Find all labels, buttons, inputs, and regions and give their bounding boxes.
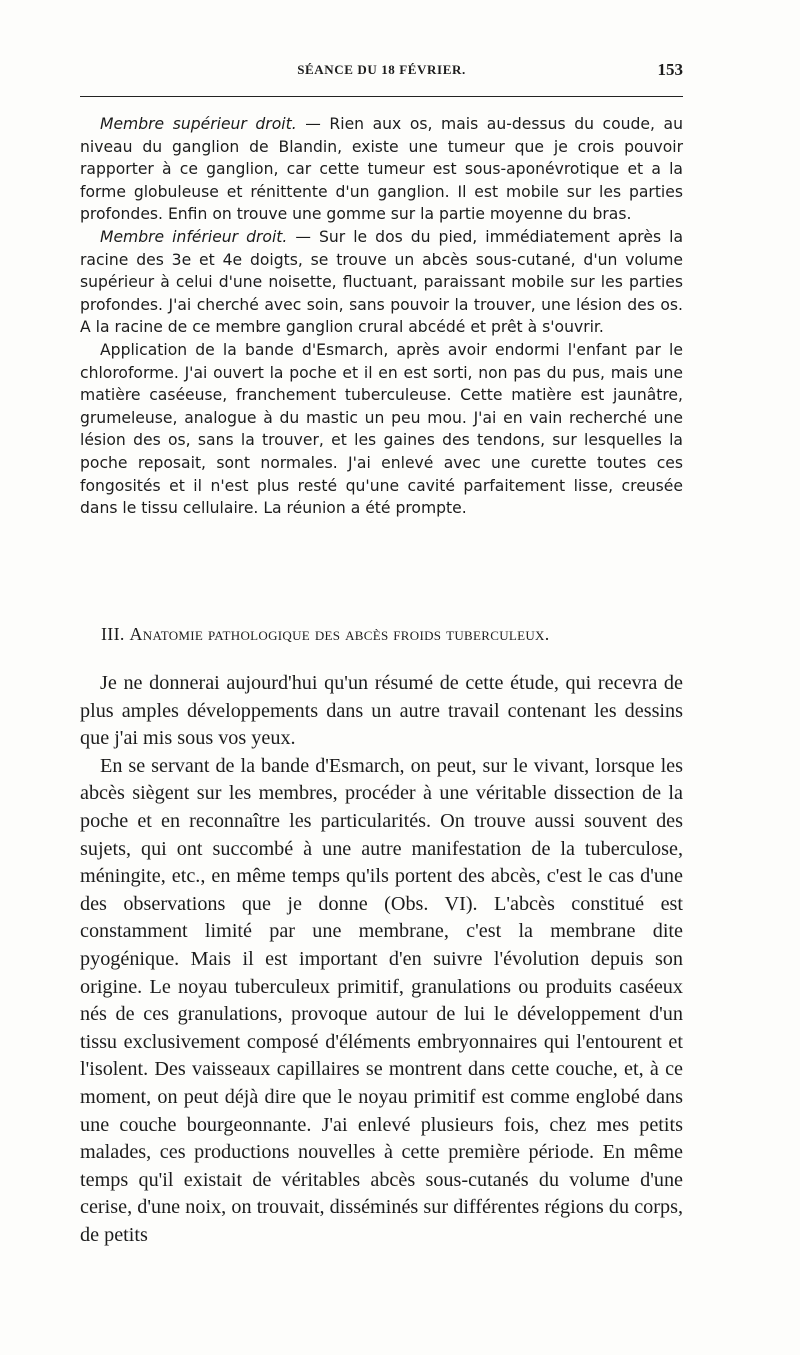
section-numeral: III. — [101, 624, 125, 644]
observation-text — [80, 113, 683, 520]
observation-paragraph — [80, 339, 683, 520]
section-heading — [101, 624, 683, 645]
running-head: SÉANCE DU 18 FÉVRIER. — [297, 62, 466, 77]
observation-paragraph — [80, 113, 683, 226]
observation-paragraph — [80, 226, 683, 339]
page-number: 153 — [657, 60, 683, 79]
observation-body: — Sur le dos du pied, immédiatement après la racine des 3e et 4e doigts, se trouve un abcès sous-cutané, d'un volume supérieur à celui d'une noisette, fluctuant, paraissant mobile sur les parties profondes. J'ai cherché avec soin, sans pouvoir la trouver, une lésion des os. A la racine de ce membre ganglion crural abcédé et prêt à s'ouvrir. — [80, 227, 683, 337]
observation-body: Application de la bande d'Esmarch, après avoir endormi l'enfant par le chloroforme. J'ai ouvert la poche et il en est sorti, non pas du pus, mais une matière caséeuse, franchement tuberculeuse. Cette matière est jaunâtre, grumeleuse, analogue à du mastic un peu mou. J'ai en vain recherché une lésion des os, sans la trouver, et les gaines des tendons, sur lesquelles la poche reposait, sont normales. J'ai enlevé avec une curette toutes ces fongosités et il n'est plus resté qu'une cavité parfaitement lisse, creusée dans le tissu cellulaire. La réunion a été prompte. — [80, 340, 683, 518]
body-paragraph: Je ne donnerai aujourd'hui qu'un résumé de cette étude, qui recevra de plus amples développements dans un autre travail contenant les dessins que j'ai mis sous vos yeux. — [80, 672, 683, 750]
observation-title: Membre inférieur droit. — [100, 227, 288, 246]
observation-title: Membre supérieur droit. — [100, 115, 297, 133]
section-title: Anatomie pathologique des abcès froids tuberculeux. — [129, 624, 550, 644]
header-rule — [80, 96, 683, 97]
observation-body: — Rien aux os, mais au-dessus du coude, au niveau du ganglion de Blandin, existe une tumeur que je crois pouvoir rapporter à ce ganglion, car cette tumeur est sous-aponévrotique et a la forme globuleuse et rénittente d'un ganglion. Il est mobile sur les parties profondes. Enfin on trouve une gomme sur la partie moyenne du bras. — [80, 115, 683, 224]
main-text — [80, 670, 683, 1249]
page-header — [80, 62, 683, 86]
body-paragraph: En se servant de la bande d'Esmarch, on peut, sur le vivant, lorsque les abcès siègent sur les membres, procéder à une véritable dissection de la poche et en reconnaître les particularités. On trouve aussi souvent des sujets, qui ont succombé à une autre manifestation de la tuberculose, méningite, etc., en même temps qu'ils portent des abcès, c'est le cas d'une des observations que je donne (Obs. VI). L'abcès constitué est constamment limité par une membrane, c'est la membrane dite pyogénique. Mais il est important d'en suivre l'évolution depuis son origine. Le noyau tuberculeux primitif, granulations ou produits caséeux nés de ces granulations, provoque autour de lui le développement d'un tissu exclusivement composé d'éléments embryonnaires qui l'entourent et l'isolent. Des vaisseaux capillaires se montrent dans cette couche, et, à ce moment, on peut déjà dire que le noyau primitif est comme englobé dans une couche bourgeonnante. J'ai enlevé plusieurs fois, chez mes petits malades, ces productions nouvelles à cette première période. En même temps qu'il existait de véritables abcès sous-cutanés du volume d'une cerise, d'une noix, on trouvait, disséminés sur différentes régions du corps, de petits — [80, 754, 683, 1246]
